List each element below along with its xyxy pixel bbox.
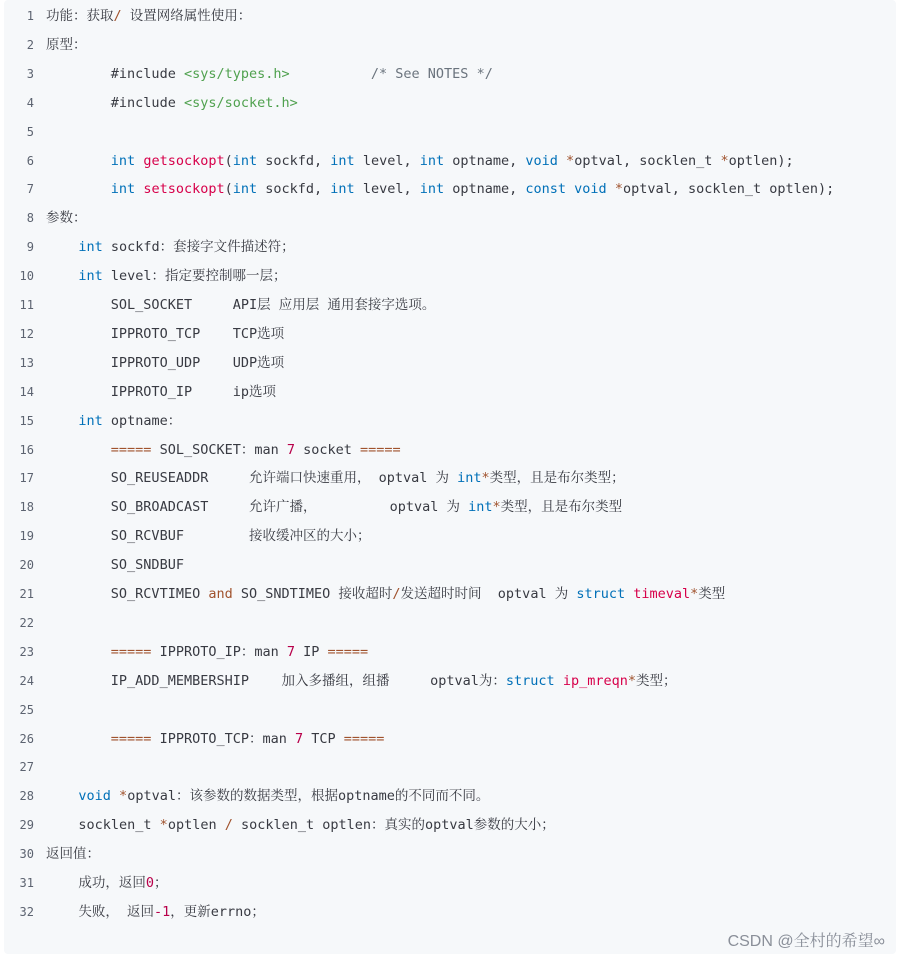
- line-number: 28: [19, 789, 34, 804]
- code-token: 类型，且是布尔类型；: [489, 470, 625, 487]
- code-token: *: [720, 152, 729, 169]
- code-token: =====: [110, 441, 152, 458]
- line-text: [46, 35, 87, 55]
- code-token: <sys/socket.h>: [183, 94, 298, 111]
- code-line: [4, 815, 896, 835]
- line-number: 30: [19, 847, 34, 862]
- code-token: socklen_t optlen：真实的optval参数的大小；: [232, 817, 555, 834]
- code-token: optname,: [444, 152, 526, 169]
- line-number: 2: [26, 37, 34, 52]
- code-token: *: [566, 152, 575, 169]
- code-line: [4, 526, 896, 546]
- watermark: CSDN @全村的希望∞: [727, 933, 885, 950]
- line-text: [78, 815, 554, 835]
- code-token: int: [330, 181, 355, 198]
- code-line: [4, 468, 896, 488]
- line-text: [78, 873, 167, 893]
- line-text: [111, 93, 298, 113]
- code-line: [4, 179, 896, 199]
- code-token: const: [525, 181, 567, 198]
- code-line: [4, 411, 896, 431]
- code-token: 原型：: [46, 36, 87, 53]
- code-token: IPPROTO_IP：man: [151, 643, 287, 660]
- code-token: *: [159, 817, 168, 834]
- code-token: sockfd,: [257, 152, 331, 169]
- code-token: and: [208, 586, 233, 602]
- line-number: 17: [19, 471, 34, 486]
- code-token: SO_SNDBUF: [110, 557, 184, 574]
- code-line: [4, 700, 896, 720]
- code-line: [4, 35, 896, 55]
- code-token: 7: [294, 730, 304, 747]
- code-token: 返回值：: [46, 846, 100, 863]
- code-token: optname：: [102, 412, 182, 429]
- code-line: [4, 584, 896, 604]
- line-text: [111, 295, 436, 315]
- code-token: int: [78, 268, 103, 285]
- code-token: SO_RCVTIMEO: [110, 586, 209, 602]
- code-token: 7: [286, 643, 295, 660]
- code-token: socket: [295, 441, 361, 458]
- line-text: [78, 266, 286, 286]
- code-token: level：指定要控制哪一层；: [102, 268, 287, 285]
- code-token: int: [232, 181, 258, 198]
- line-text: [46, 844, 100, 864]
- code-token: =====: [343, 730, 385, 747]
- code-line: [4, 873, 896, 893]
- code-token: optlen: [167, 817, 225, 834]
- code-token: 类型；: [635, 672, 677, 689]
- code-token: [111, 788, 119, 804]
- code-line: [4, 324, 896, 344]
- code-token: [558, 153, 566, 169]
- code-token: struct: [576, 586, 626, 602]
- code-token: /: [392, 586, 401, 602]
- line-number: 16: [19, 442, 34, 457]
- code-line: [4, 208, 896, 228]
- line-text: [46, 208, 87, 228]
- line-number: 6: [26, 153, 34, 168]
- code-token: (: [224, 152, 233, 169]
- code-token: int: [330, 152, 355, 169]
- code-line: [4, 786, 896, 806]
- code-token: 功能：获取: [46, 8, 114, 24]
- code-token: void: [574, 181, 607, 198]
- code-line: [4, 122, 896, 142]
- line-text: [111, 526, 371, 546]
- line-text: [111, 671, 677, 691]
- line-number: 24: [19, 673, 34, 688]
- line-number: 12: [19, 326, 34, 341]
- code-token: setsockopt: [143, 181, 225, 198]
- line-text: [111, 353, 284, 373]
- line-number: 3: [26, 66, 34, 81]
- code-token: /: [224, 817, 233, 834]
- line-text: [46, 6, 251, 26]
- code-token: int: [232, 152, 258, 169]
- line-text: [78, 902, 265, 922]
- code-token: void: [525, 152, 558, 169]
- line-number: 26: [19, 731, 34, 746]
- code-token: timeval: [633, 586, 691, 602]
- line-number: 32: [19, 904, 34, 919]
- code-line: [4, 6, 896, 26]
- code-token: 类型，且是布尔类型: [500, 499, 623, 516]
- code-token: 类型: [698, 586, 726, 602]
- code-line: [4, 729, 896, 749]
- code-token: int: [110, 181, 136, 198]
- code-token: (: [224, 181, 233, 198]
- line-number: 31: [19, 876, 34, 890]
- code-token: [566, 181, 574, 197]
- code-line: [4, 295, 896, 315]
- code-token: getsockopt: [143, 152, 225, 169]
- code-line: [4, 757, 896, 777]
- code-token: 设置网络属性使用：: [121, 8, 252, 24]
- line-text: [111, 64, 493, 84]
- code-token: SO_BROADCAST 允许广播， optval 为: [110, 499, 469, 516]
- code-token: IPPROTO_TCP TCP选项: [110, 325, 285, 342]
- line-text: [111, 151, 794, 171]
- line-number: 5: [26, 124, 34, 139]
- line-number: 9: [26, 240, 34, 255]
- code-token: struct: [505, 672, 555, 689]
- code-token: TCP: [303, 730, 344, 747]
- code-token: level,: [354, 181, 420, 198]
- line-text: [111, 729, 385, 749]
- code-token: int: [419, 181, 445, 198]
- code-line: [4, 642, 896, 662]
- code-token: *: [627, 672, 636, 689]
- line-number: 23: [19, 644, 34, 659]
- code-token: /: [113, 8, 122, 24]
- code-token: IPPROTO_UDP UDP选项: [110, 354, 285, 371]
- code-line: [4, 671, 896, 691]
- code-token: level,: [354, 152, 420, 169]
- code-token: 成功，返回: [78, 875, 146, 891]
- line-text: [111, 642, 368, 662]
- line-text: [78, 786, 489, 806]
- line-number: 15: [19, 413, 34, 428]
- code-token: 7: [286, 441, 295, 458]
- line-number: 27: [19, 760, 34, 775]
- code-token: int: [78, 412, 103, 429]
- line-number: 4: [26, 95, 34, 110]
- line-text: [111, 382, 276, 402]
- code-token: int: [78, 239, 103, 256]
- code-line: [4, 382, 896, 402]
- line-number: 10: [19, 269, 34, 284]
- code-line: [4, 151, 896, 171]
- line-number: 1: [26, 9, 34, 23]
- code-token: /* See NOTES */: [370, 65, 493, 82]
- line-number: 18: [19, 500, 34, 515]
- code-token: int: [457, 470, 482, 487]
- code-line: [4, 266, 896, 286]
- line-number: 7: [26, 182, 34, 197]
- code-token: socklen_t: [78, 817, 160, 834]
- line-number: 14: [19, 384, 34, 399]
- code-token: sockfd,: [257, 181, 331, 198]
- code-token: ；: [154, 875, 168, 891]
- code-line: [4, 237, 896, 257]
- code-token: -1: [154, 903, 171, 920]
- line-number: 29: [19, 818, 34, 833]
- code-token: *: [614, 181, 623, 198]
- code-token: optlen);: [728, 152, 794, 169]
- code-token: =====: [110, 730, 152, 747]
- line-text: [78, 237, 294, 257]
- code-token: =====: [110, 643, 152, 660]
- code-line: [4, 902, 896, 922]
- code-token: ip_mreqn: [562, 672, 628, 689]
- line-number: 11: [19, 298, 34, 312]
- code-token: *: [492, 499, 501, 516]
- code-token: optval, socklen_t optlen);: [622, 181, 835, 198]
- code-token: <sys/types.h>: [183, 65, 290, 82]
- code-token: optname,: [444, 181, 526, 198]
- line-number: 22: [19, 615, 34, 630]
- line-text: [111, 468, 625, 488]
- code-token: *: [481, 470, 490, 487]
- code-token: #include: [110, 65, 184, 82]
- code-line: [4, 353, 896, 373]
- code-token: optval, socklen_t: [574, 152, 721, 169]
- code-token: [290, 66, 371, 82]
- code-token: 失败， 返回: [78, 903, 155, 920]
- line-number: 19: [19, 529, 34, 544]
- code-token: 发送超时时间 optval 为: [400, 586, 577, 602]
- code-token: SO_SNDTIMEO 接收超时: [232, 586, 393, 602]
- code-token: IPPROTO_IP ip选项: [110, 383, 276, 400]
- line-text: [111, 440, 401, 460]
- code-token: SO_REUSEADDR 允许端口快速重用， optval 为: [110, 470, 458, 487]
- code-token: ，更新errno；: [170, 903, 265, 920]
- code-token: SO_RCVBUF 接收缓冲区的大小；: [110, 528, 371, 545]
- code-token: int: [110, 152, 136, 169]
- code-token: [555, 673, 563, 689]
- code-token: SOL_SOCKET API层 应用层 通用套接字选项。: [110, 297, 436, 313]
- line-number: 25: [19, 702, 34, 717]
- code-token: #include: [110, 94, 184, 111]
- line-text: [111, 179, 835, 199]
- code-token: void: [78, 788, 111, 805]
- code-line: [4, 497, 896, 517]
- line-text: [111, 497, 622, 517]
- code-token: IP: [295, 643, 328, 660]
- code-token: sockfd：套接字文件描述符；: [102, 239, 295, 256]
- line-number: 13: [19, 355, 34, 370]
- code-token: int: [419, 152, 445, 169]
- line-text: [111, 555, 184, 575]
- code-line: [4, 93, 896, 113]
- line-text: [78, 411, 181, 431]
- code-token: int: [468, 499, 493, 516]
- code-token: SOL_SOCKET：man: [151, 441, 287, 458]
- code-block: [4, 0, 896, 954]
- code-token: =====: [327, 643, 369, 660]
- code-token: *: [119, 788, 128, 805]
- line-number: 20: [19, 558, 34, 573]
- code-token: IPPROTO_TCP：man: [151, 730, 295, 747]
- code-token: =====: [360, 441, 401, 458]
- code-token: 参数：: [46, 210, 87, 227]
- code-token: *: [690, 586, 699, 602]
- line-text: [111, 584, 726, 604]
- code-token: IP_ADD_MEMBERSHIP 加入多播组，组播 optval为：: [110, 672, 506, 689]
- code-line: [4, 555, 896, 575]
- line-number: 8: [26, 211, 34, 226]
- code-token: optval：该参数的数据类型，根据optname的不同而不同。: [127, 788, 490, 805]
- code-token: 0: [145, 875, 155, 891]
- code-line: [4, 613, 896, 633]
- code-token: [607, 181, 615, 197]
- code-line: [4, 440, 896, 460]
- line-number: 21: [19, 587, 34, 601]
- line-text: [111, 324, 284, 344]
- code-line: [4, 844, 896, 864]
- code-line: [4, 64, 896, 84]
